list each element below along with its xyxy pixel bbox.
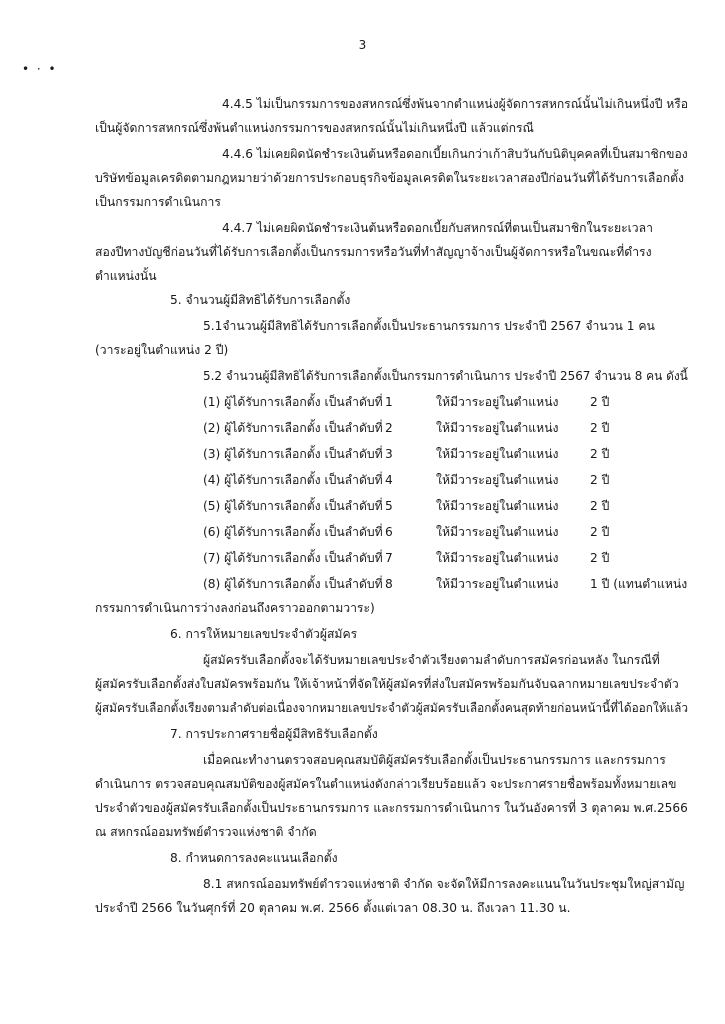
candidate-label: (3) ผู้ได้รับการเลือกตั้ง เป็นลำดับที่ xyxy=(203,447,383,461)
candidate-term-label: ให้มีวาระอยู่ในตำแหน่ง xyxy=(436,499,559,513)
candidate-label: (4) ผู้ได้รับการเลือกตั้ง เป็นลำดับที่ xyxy=(203,473,383,487)
candidate-term-label: ให้มีวาระอยู่ในตำแหน่ง xyxy=(436,551,559,565)
candidate-row xyxy=(203,394,623,410)
candidate-label: (5) ผู้ได้รับการเลือกตั้ง เป็นลำดับที่ xyxy=(203,499,383,513)
candidate-row xyxy=(203,576,688,592)
candidate-term: 2 ปี xyxy=(590,551,610,565)
candidate-row xyxy=(203,420,623,436)
candidate-label: (2) ผู้ได้รับการเลือกตั้ง เป็นลำดับที่ xyxy=(203,421,383,435)
candidate-term-label: ให้มีวาระอยู่ในตำแหน่ง xyxy=(436,473,559,487)
candidate-term-label: ให้มีวาระอยู่ในตำแหน่ง xyxy=(436,395,559,409)
section-5-1-line-2: (วาระอยู่ในตำแหน่ง 2 ปี) xyxy=(95,343,229,357)
candidate-rank: 5 xyxy=(385,499,393,513)
item-4-4-5-line-1: 4.4.5 ไม่เป็นกรรมการของสหกรณ์ซึ่งพ้นจากตำแหน่งผู้จัดการสหกรณ์นั้นไม่เกินหนึ่งปี หรือ xyxy=(222,97,689,111)
section-7-line-4: ณ สหกรณ์ออมทรัพย์ตำรวจแห่งชาติ จำกัด xyxy=(95,825,317,839)
section-5-1-line-1: 5.1จำนวนผู้มีสิทธิได้รับการเลือกตั้งเป็นประธานกรรมการ ประจำปี 2567 จำนวน 1 คน xyxy=(203,319,655,333)
candidate-term-label: ให้มีวาระอยู่ในตำแหน่ง xyxy=(436,421,559,435)
candidate-term: 2 ปี xyxy=(590,499,610,513)
item-4-4-7-line-2: สองปีทางบัญชีก่อนวันที่ได้รับการเลือกตั้งเป็นกรรมการหรือวันที่ทำสัญญาจ้างเป็นผู้จัดการหรือในขณะที่ดำรง xyxy=(95,245,652,259)
item-4-4-6-line-1: 4.4.6 ไม่เคยผิดนัดชำระเงินต้นหรือดอกเบี้ยเกินกว่าเก้าสิบวันกับนิติบุคคลที่เป็นสมาชิกของ xyxy=(222,147,688,161)
candidate-term: 2 ปี xyxy=(590,447,610,461)
candidate-label: (7) ผู้ได้รับการเลือกตั้ง เป็นลำดับที่ xyxy=(203,551,383,565)
section-6-line-2: ผู้สมัครรับเลือกตั้งส่งใบสมัครพร้อมกัน ให้เจ้าหน้าที่จัดให้ผู้สมัครที่ส่งใบสมัครพร้อมกันจับฉลากหมายเลขประจำตัว xyxy=(95,677,679,691)
section-8-heading: 8. กำหนดการลงคะแนนเลือกตั้ง xyxy=(170,851,338,865)
section-7-heading: 7. การประกาศรายชื่อผู้มีสิทธิรับเลือกตั้ง xyxy=(170,727,378,741)
candidate-row xyxy=(203,550,623,566)
candidate-row xyxy=(203,524,623,540)
candidate-8-note: กรรมการดำเนินการว่างลงก่อนถึงคราวออกตามวาระ) xyxy=(95,601,375,615)
candidate-term-label: ให้มีวาระอยู่ในตำแหน่ง xyxy=(436,525,559,539)
candidate-rank: 8 xyxy=(385,577,393,591)
candidate-term: 2 ปี xyxy=(590,473,610,487)
candidate-row xyxy=(203,446,623,462)
item-4-4-6-line-2: บริษัทข้อมูลเครดิตตามกฎหมายว่าด้วยการประกอบธุรกิจข้อมูลเครดิตในระยะเวลาสองปีก่อนวันที่ได้รับการเลือกตั้ง xyxy=(95,171,684,185)
section-7-line-3: ประจำตัวของผู้สมัครรับเลือกตั้งเป็นประธานกรรมการ และกรรมการดำเนินการ ในวันอังคารที่ 3 ตุลาคม พ.ศ.2566 xyxy=(95,801,688,815)
candidate-label: (8) ผู้ได้รับการเลือกตั้ง เป็นลำดับที่ xyxy=(203,577,383,591)
section-7-line-2: ดำเนินการ ตรวจสอบคุณสมบัติของผู้สมัครในตำแหน่งดังกล่าวเรียบร้อยแล้ว จะประกาศรายชื่อพร้อมทั้งหมายเลข xyxy=(95,777,677,791)
candidate-row xyxy=(203,498,623,514)
item-4-4-7-line-1: 4.4.7 ไม่เคยผิดนัดชำระเงินต้นหรือดอกเบี้ยกับสหกรณ์ที่ตนเป็นสมาชิกในระยะเวลา xyxy=(222,221,653,235)
candidate-term: 2 ปี xyxy=(590,421,610,435)
section-8-1-line-1: 8.1 สหกรณ์ออมทรัพย์ตำรวจแห่งชาติ จำกัด จะจัดให้มีการลงคะแนนในวันประชุมใหญ่สามัญ xyxy=(203,877,685,891)
section-5-heading: 5. จำนวนผู้มีสิทธิได้รับการเลือกตั้ง xyxy=(170,293,351,307)
section-6-heading: 6. การให้หมายเลขประจำตัวผู้สมัคร xyxy=(170,627,358,641)
candidate-term-label: ให้มีวาระอยู่ในตำแหน่ง xyxy=(436,577,559,591)
candidate-term: 2 ปี xyxy=(590,525,610,539)
candidate-rank: 1 xyxy=(385,395,393,409)
item-4-4-7-line-3: ตำแหน่งนั้น xyxy=(95,269,157,283)
candidate-term-label: ให้มีวาระอยู่ในตำแหน่ง xyxy=(436,447,559,461)
candidate-row xyxy=(203,472,623,488)
item-4-4-6-line-3: เป็นกรรมการดำเนินการ xyxy=(95,195,221,209)
section-5-2-line: 5.2 จำนวนผู้มีสิทธิได้รับการเลือกตั้งเป็นกรรมการดำเนินการ ประจำปี 2567 จำนวน 8 คน ดังนี้ xyxy=(203,369,688,383)
candidate-label: (1) ผู้ได้รับการเลือกตั้ง เป็นลำดับที่ xyxy=(203,395,383,409)
candidate-term: 2 ปี xyxy=(590,395,610,409)
candidate-rank: 4 xyxy=(385,473,393,487)
candidate-rank: 6 xyxy=(385,525,393,539)
section-6-line-1: ผู้สมัครรับเลือกตั้งจะได้รับหมายเลขประจำตัวเรียงตามลำดับการสมัครก่อนหลัง ในกรณีที่ xyxy=(203,653,660,667)
candidate-rank: 3 xyxy=(385,447,393,461)
scan-specks: • · • xyxy=(22,62,58,76)
item-4-4-5-line-2: เป็นผู้จัดการสหกรณ์ซึ่งพ้นตำแหน่งกรรมการของสหกรณ์นั้นไม่เกินหนึ่งปี แล้วแต่กรณี xyxy=(95,121,534,135)
section-8-1-line-2: ประจำปี 2566 ในวันศุกร์ที่ 20 ตุลาคม พ.ศ. 2566 ตั้งแต่เวลา 08.30 น. ถึงเวลา 11.30 น. xyxy=(95,901,571,915)
candidate-rank: 2 xyxy=(385,421,393,435)
section-7-line-1: เมื่อคณะทำงานตรวจสอบคุณสมบัติผู้สมัครรับเลือกตั้งเป็นประธานกรรมการ และกรรมการ xyxy=(203,753,666,767)
candidate-term: 1 ปี (แทนตำแหน่ง xyxy=(590,577,688,591)
section-6-line-3: ผู้สมัครรับเลือกตั้งเรียงตามลำดับต่อเนื่องจากหมายเลขประจำตัวผู้สมัครรับเลือกตั้งคนสุดท้ายก่อนหน้านี้ที่ได้ออกให้แล้ว xyxy=(95,701,689,715)
candidate-label: (6) ผู้ได้รับการเลือกตั้ง เป็นลำดับที่ xyxy=(203,525,383,539)
page-number: 3 xyxy=(358,38,367,52)
candidate-rank: 7 xyxy=(385,551,393,565)
